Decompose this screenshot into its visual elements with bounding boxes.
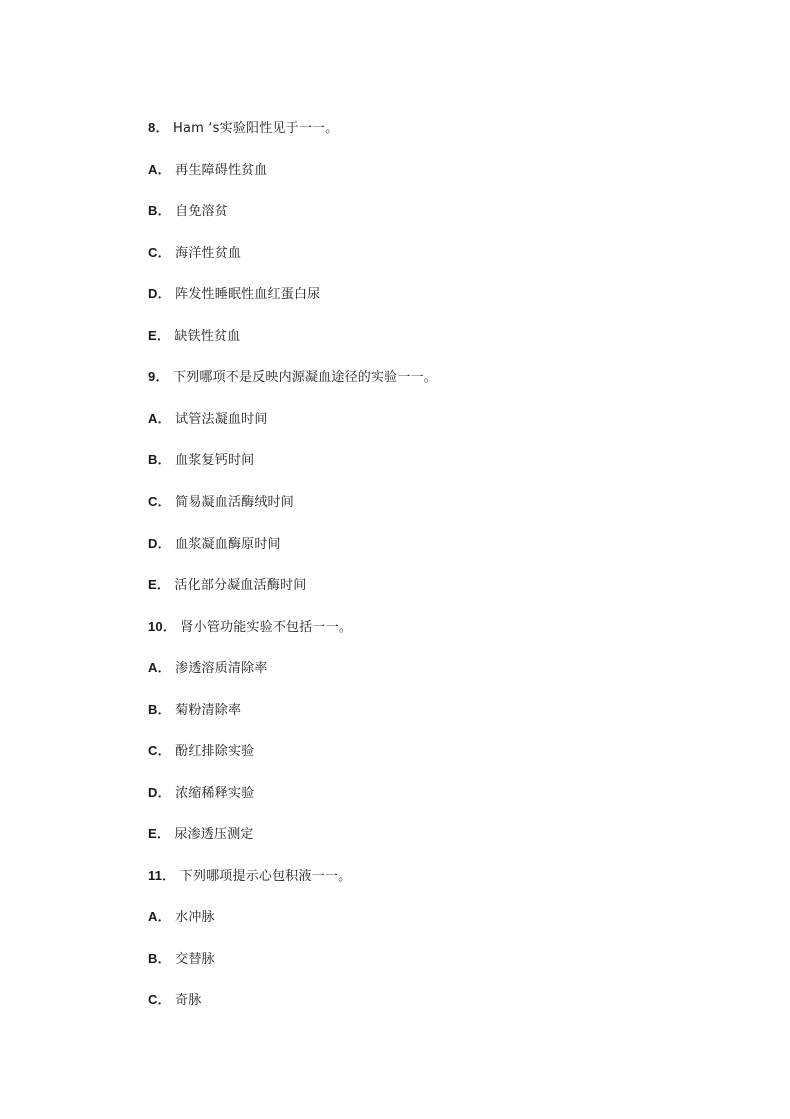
option-letter: C <box>148 743 158 758</box>
option-letter: C <box>148 494 158 509</box>
question-10-option-d <box>148 784 254 803</box>
option-separator: ． <box>156 328 171 343</box>
question-9-option-a <box>148 410 268 429</box>
question-separator: ． <box>155 120 169 135</box>
question-10-option-a <box>148 659 268 678</box>
option-separator: ． <box>157 992 171 1007</box>
option-separator: ． <box>156 826 171 841</box>
option-letter: E <box>148 577 157 592</box>
question-8-option-a <box>148 161 268 180</box>
option-letter: B <box>148 452 158 467</box>
question-separator: ． <box>162 868 176 883</box>
question-number: 8 <box>148 120 156 135</box>
question-separator: ． <box>155 369 169 384</box>
option-letter: E <box>148 328 157 343</box>
option-letter: B <box>148 203 158 218</box>
question-10-stem <box>148 618 352 637</box>
question-9-option-d <box>148 535 281 554</box>
option-text: 简易凝血活酶绒时间 <box>175 495 294 510</box>
question-text: 下列哪项提示心包积液一一。 <box>179 869 352 884</box>
question-text: Ham ‘s实验阳性见于一一。 <box>172 121 339 136</box>
question-number: 11 <box>148 868 163 883</box>
option-separator: ． <box>157 785 171 800</box>
option-letter: A <box>148 162 158 177</box>
option-text: 血浆凝血酶原时间 <box>175 537 281 552</box>
option-text: 活化部分凝血活酶时间 <box>174 578 307 593</box>
question-text: 下列哪项不是反映内源凝血途径的实验一一。 <box>172 370 437 385</box>
option-text: 自免溶贫 <box>175 204 228 219</box>
option-letter: D <box>148 286 158 301</box>
question-8-option-c <box>148 244 241 263</box>
question-9-stem <box>148 368 437 387</box>
option-text: 海洋性贫血 <box>175 246 242 261</box>
option-separator: ． <box>157 536 171 551</box>
option-separator: ． <box>157 452 171 467</box>
question-10-option-e <box>148 825 254 844</box>
question-number: 10 <box>148 619 163 634</box>
option-text: 尿渗透压测定 <box>174 827 254 842</box>
option-letter: B <box>148 951 158 966</box>
question-8-stem <box>148 119 338 138</box>
question-9-option-b <box>148 451 254 470</box>
question-11-option-b <box>148 950 215 969</box>
option-letter: B <box>148 702 158 717</box>
question-10-option-b <box>148 701 241 720</box>
option-separator: ． <box>157 909 171 924</box>
option-letter: D <box>148 785 158 800</box>
option-text: 奇脉 <box>175 993 202 1008</box>
option-separator: ． <box>157 743 171 758</box>
option-separator: ． <box>157 951 171 966</box>
option-letter: A <box>148 660 158 675</box>
option-separator: ． <box>157 245 171 260</box>
option-separator: ． <box>157 494 171 509</box>
option-text: 阵发性睡眠性血红蛋白尿 <box>175 287 321 302</box>
question-9-option-c <box>148 493 294 512</box>
option-text: 缺铁性贫血 <box>174 329 241 344</box>
option-text: 浓缩稀释实验 <box>175 786 255 801</box>
option-text: 渗透溶质清除率 <box>175 661 268 676</box>
option-text: 血浆复钙时间 <box>175 453 255 468</box>
option-letter: E <box>148 826 157 841</box>
option-separator: ． <box>157 702 171 717</box>
option-text: 菊粉清除率 <box>175 703 242 718</box>
option-letter: A <box>148 411 158 426</box>
option-separator: ． <box>157 203 171 218</box>
question-separator: ． <box>162 619 177 634</box>
question-8-option-d <box>148 285 320 304</box>
option-text: 再生障碍性贫血 <box>175 163 268 178</box>
option-separator: ． <box>157 660 171 675</box>
option-separator: ． <box>157 411 171 426</box>
option-letter: C <box>148 245 158 260</box>
option-separator: ． <box>156 577 171 592</box>
option-letter: D <box>148 536 158 551</box>
option-letter: C <box>148 992 158 1007</box>
question-11-option-c <box>148 991 202 1010</box>
option-separator: ． <box>157 286 171 301</box>
question-11-stem <box>148 867 351 886</box>
option-text: 交替脉 <box>175 952 215 967</box>
question-10-option-c <box>148 742 254 761</box>
question-text: 肾小管功能实验不包括一一。 <box>180 620 353 635</box>
option-letter: A <box>148 909 158 924</box>
question-9-option-e <box>148 576 306 595</box>
option-text: 酚红排除实验 <box>175 744 255 759</box>
question-11-option-a <box>148 908 215 927</box>
question-8-option-e <box>148 327 240 346</box>
option-text: 水冲脉 <box>175 910 215 925</box>
option-separator: ． <box>157 162 171 177</box>
question-8-option-b <box>148 202 228 221</box>
option-text: 试管法凝血时间 <box>175 412 268 427</box>
question-number: 9 <box>148 369 156 384</box>
